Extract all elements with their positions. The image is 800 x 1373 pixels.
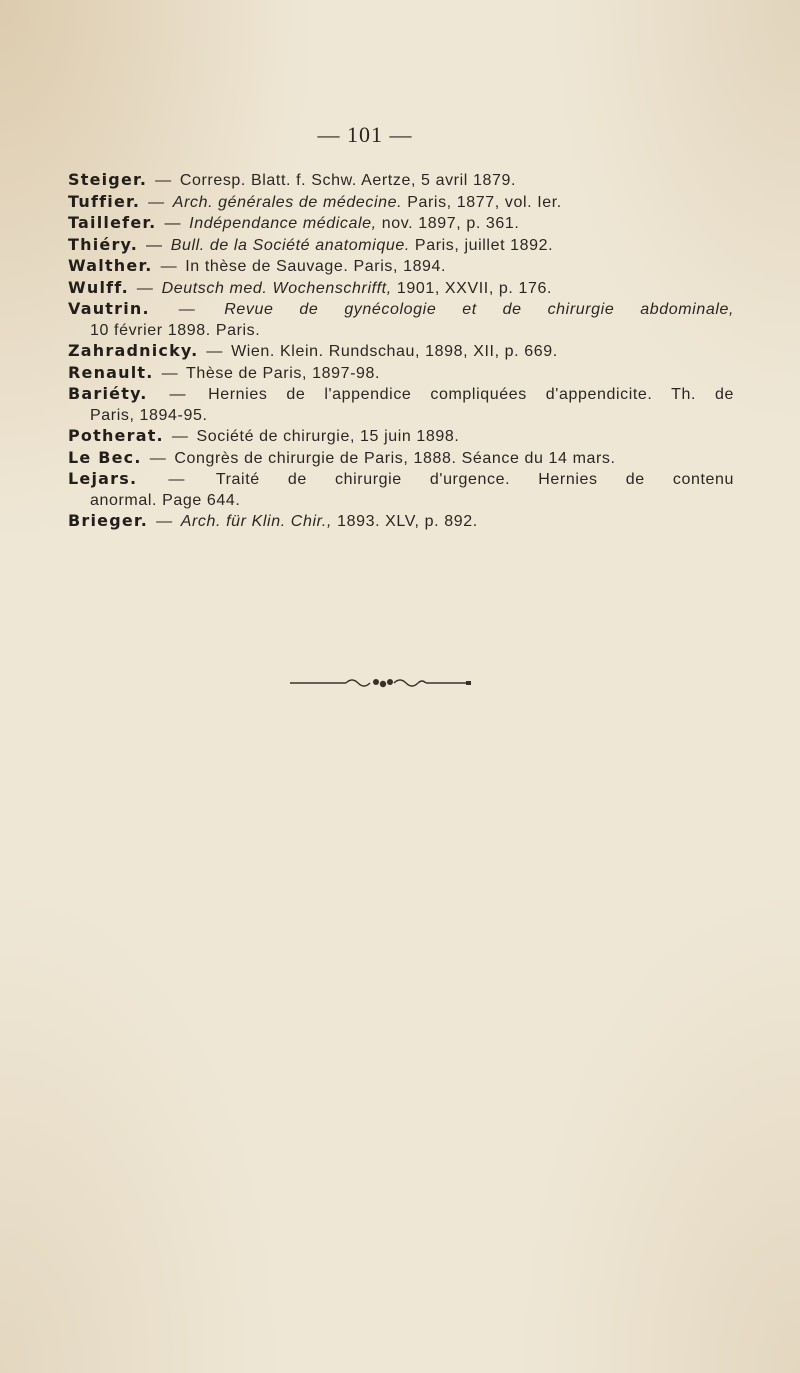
entry-first-line <box>68 191 562 211</box>
entry-dash: — <box>155 172 172 189</box>
bibliography-entry <box>68 426 734 448</box>
bibliography-list <box>68 170 734 533</box>
bibliography-entry <box>68 384 734 426</box>
entry-author: Le Bec. <box>68 447 142 467</box>
entry-first-line <box>68 469 734 491</box>
entry-dash: — <box>206 343 224 360</box>
entry-dash: — <box>146 236 163 254</box>
entry-details: Thèse de Paris, 1897-98. <box>185 364 381 382</box>
entry-author: Tuffier. <box>68 191 141 211</box>
entry-author: Steiger. <box>68 170 148 189</box>
entry-first-line <box>68 513 478 530</box>
entry-author: Lejars. <box>68 469 138 488</box>
entry-dash: — <box>178 301 196 318</box>
entry-dash: — <box>168 471 185 488</box>
bibliography-entry <box>68 299 734 341</box>
entry-first-line <box>68 428 459 445</box>
entry-first-line <box>68 277 553 297</box>
entry-source-title: Indépendance médicale, <box>189 215 377 232</box>
page-number: — 101 — <box>317 122 413 147</box>
entry-dash: — <box>149 449 167 467</box>
entry-source-title: Deutsch med. Wochenschrifft, <box>161 279 392 297</box>
entry-dash: — <box>171 428 189 445</box>
bibliography-entry <box>68 363 734 385</box>
entry-author: Thiéry. <box>68 234 138 254</box>
entry-continuation: 10 février 1898. Paris. <box>90 321 261 339</box>
entry-first-line <box>68 258 446 275</box>
entry-author: Potherat. <box>68 426 164 445</box>
entry-dash: — <box>161 364 179 382</box>
entry-details: Paris, juillet 1892. <box>409 236 554 254</box>
entry-details: Corresp. Blatt. f. Schw. Aertze, 5 avril 1879. <box>179 172 516 189</box>
entry-details: Congrès de chirurgie de Paris, 1888. Séance du 14 mars. <box>174 449 616 467</box>
entry-details: 1901, XXVII, p. 176. <box>391 279 553 297</box>
entry-continuation: anormal. Page 644. <box>90 491 241 509</box>
bibliography-entry <box>68 170 734 192</box>
bibliography-entry <box>68 213 734 235</box>
entry-details: Traité de chirurgie d'urgence. Hernies de contenu <box>215 471 735 488</box>
entry-details: 1893. XLV, p. 892. <box>332 513 478 530</box>
bibliography-entry <box>68 256 734 278</box>
bibliography-entry <box>68 448 734 470</box>
decorative-tailpiece-ornament-icon <box>288 676 472 690</box>
bibliography-entry <box>68 192 734 214</box>
entry-dash: — <box>136 279 154 297</box>
entry-source-title: Bull. de la Société anatomique. <box>170 236 410 254</box>
entry-first-line <box>68 299 734 321</box>
entry-first-line <box>68 234 554 254</box>
entry-first-line <box>68 343 558 360</box>
entry-details: Société de chirurgie, 15 juin 1898. <box>196 428 460 445</box>
entry-details: Wien. Klein. Rundschau, 1898, XII, p. 669. <box>231 343 558 360</box>
entry-first-line <box>68 215 519 232</box>
entry-first-line <box>68 362 381 382</box>
bibliography-entry <box>68 341 734 363</box>
bibliography-entry <box>68 235 734 257</box>
entry-first-line <box>68 447 616 467</box>
entry-first-line <box>68 384 734 406</box>
bibliography-entry <box>68 511 734 533</box>
entry-details: nov. 1897, p. 361. <box>376 215 520 232</box>
entry-first-line <box>68 172 516 189</box>
entry-dash: — <box>160 258 178 275</box>
entry-source-title: Arch. générales de médecine. <box>172 193 403 211</box>
entry-author: Wulff. <box>68 277 129 297</box>
entry-dash: — <box>148 193 165 211</box>
entry-author: Zahradnicky. <box>68 341 199 360</box>
bibliography-entry <box>68 469 734 511</box>
entry-author: Renault. <box>68 362 154 382</box>
entry-author: Vautrin. <box>68 299 150 318</box>
entry-dash: — <box>156 513 173 530</box>
entry-details: In thèse de Sauvage. Paris, 1894. <box>185 258 447 275</box>
entry-details: Hernies de l'appendice compliquées d'appendicite. Th. de <box>208 386 735 403</box>
entry-continuation: Paris, 1894-95. <box>90 406 208 424</box>
entry-dash: — <box>169 386 187 403</box>
entry-author: Walther. <box>68 256 153 275</box>
entry-source-title: Revue de gynécologie et de chirurgie abdominale, <box>224 301 735 318</box>
bibliography-entry <box>68 278 734 300</box>
entry-author: Taillefer. <box>68 213 157 232</box>
entry-source-title: Arch. für Klin. Chir., <box>180 513 333 530</box>
entry-details: Paris, 1877, vol. Ier. <box>402 193 562 211</box>
entry-dash: — <box>164 215 182 232</box>
entry-author: Bariéty. <box>68 384 148 403</box>
entry-author: Brieger. <box>68 511 149 530</box>
